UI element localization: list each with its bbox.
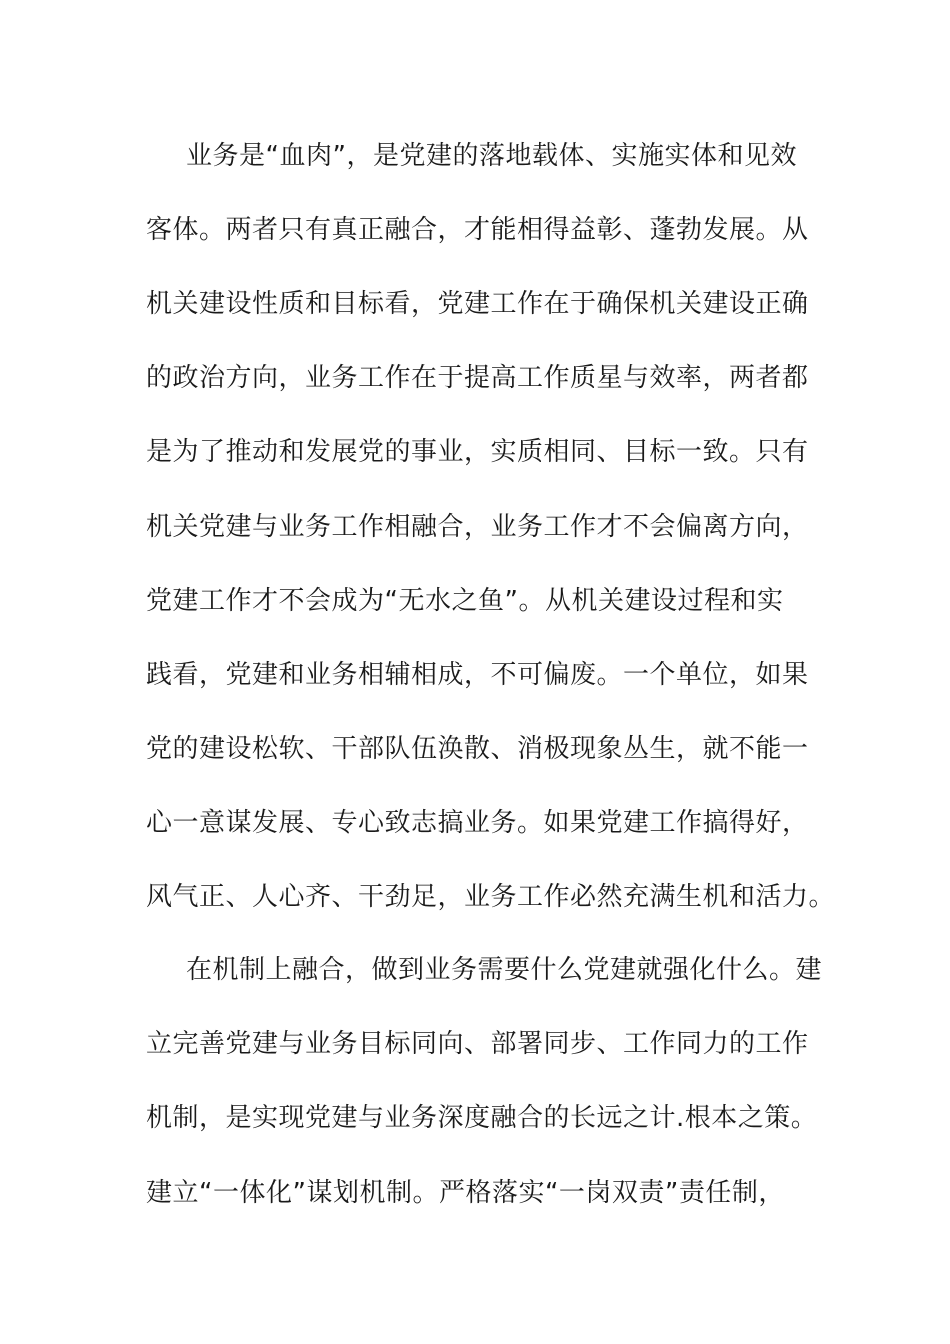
paragraph-2-line-3: 机制，是实现党建与业务深度融合的长远之计.根本之策。 [146, 1103, 818, 1133]
paragraph-1-line-10: 心一意谋发展、专心致志搞业务。如果党建工作搞得好， [146, 808, 809, 838]
paragraph-1-line-11: 风气正、人心齐、干劲足，业务工作必然充满生机和活力。 [146, 882, 836, 912]
paragraph-1-line-4: 的政治方向，业务工作在于提高工作质星与效率，两者都 [146, 363, 809, 393]
paragraph-1-line-6: 机关党建与业务工作相融合，业务工作才不会偏离方向， [146, 512, 809, 542]
paragraph-2-line-4: 建立“一体化”谋划机制。严格落实“一岗双责”责任制， [146, 1178, 785, 1208]
paragraph-1-line-5: 是为了推动和发展党的事业，实质相同、目标一致。只有 [146, 437, 809, 467]
paragraph-1-line-3: 机关建设性质和目标看，党建工作在于确保机关建设正确 [146, 289, 809, 319]
paragraph-1-line-8: 践看，党建和业务相辅相成，不可偏废。一个单位，如果 [146, 660, 809, 690]
paragraph-2-line-2: 立完善党建与业务目标同向、部署同步、工作同力的工作 [146, 1029, 809, 1059]
paragraph-2-line-1: 在机制上融合，做到业务需要什么党建就强化什么。建 [186, 955, 823, 985]
paragraph-1-line-1: 业务是“血肉”，是党建的落地载体、实施实体和见效 [186, 141, 797, 171]
paragraph-1-line-7: 党建工作才不会成为“无水之鱼”。从机关建设过程和实 [146, 586, 784, 616]
paragraph-1-line-2: 客体。两者只有真正融合，才能相得益彰、蓬勃发展。从 [146, 215, 809, 245]
paragraph-1-line-9: 党的建设松软、干部队伍涣散、消极现象丛生，就不能一 [146, 734, 809, 764]
